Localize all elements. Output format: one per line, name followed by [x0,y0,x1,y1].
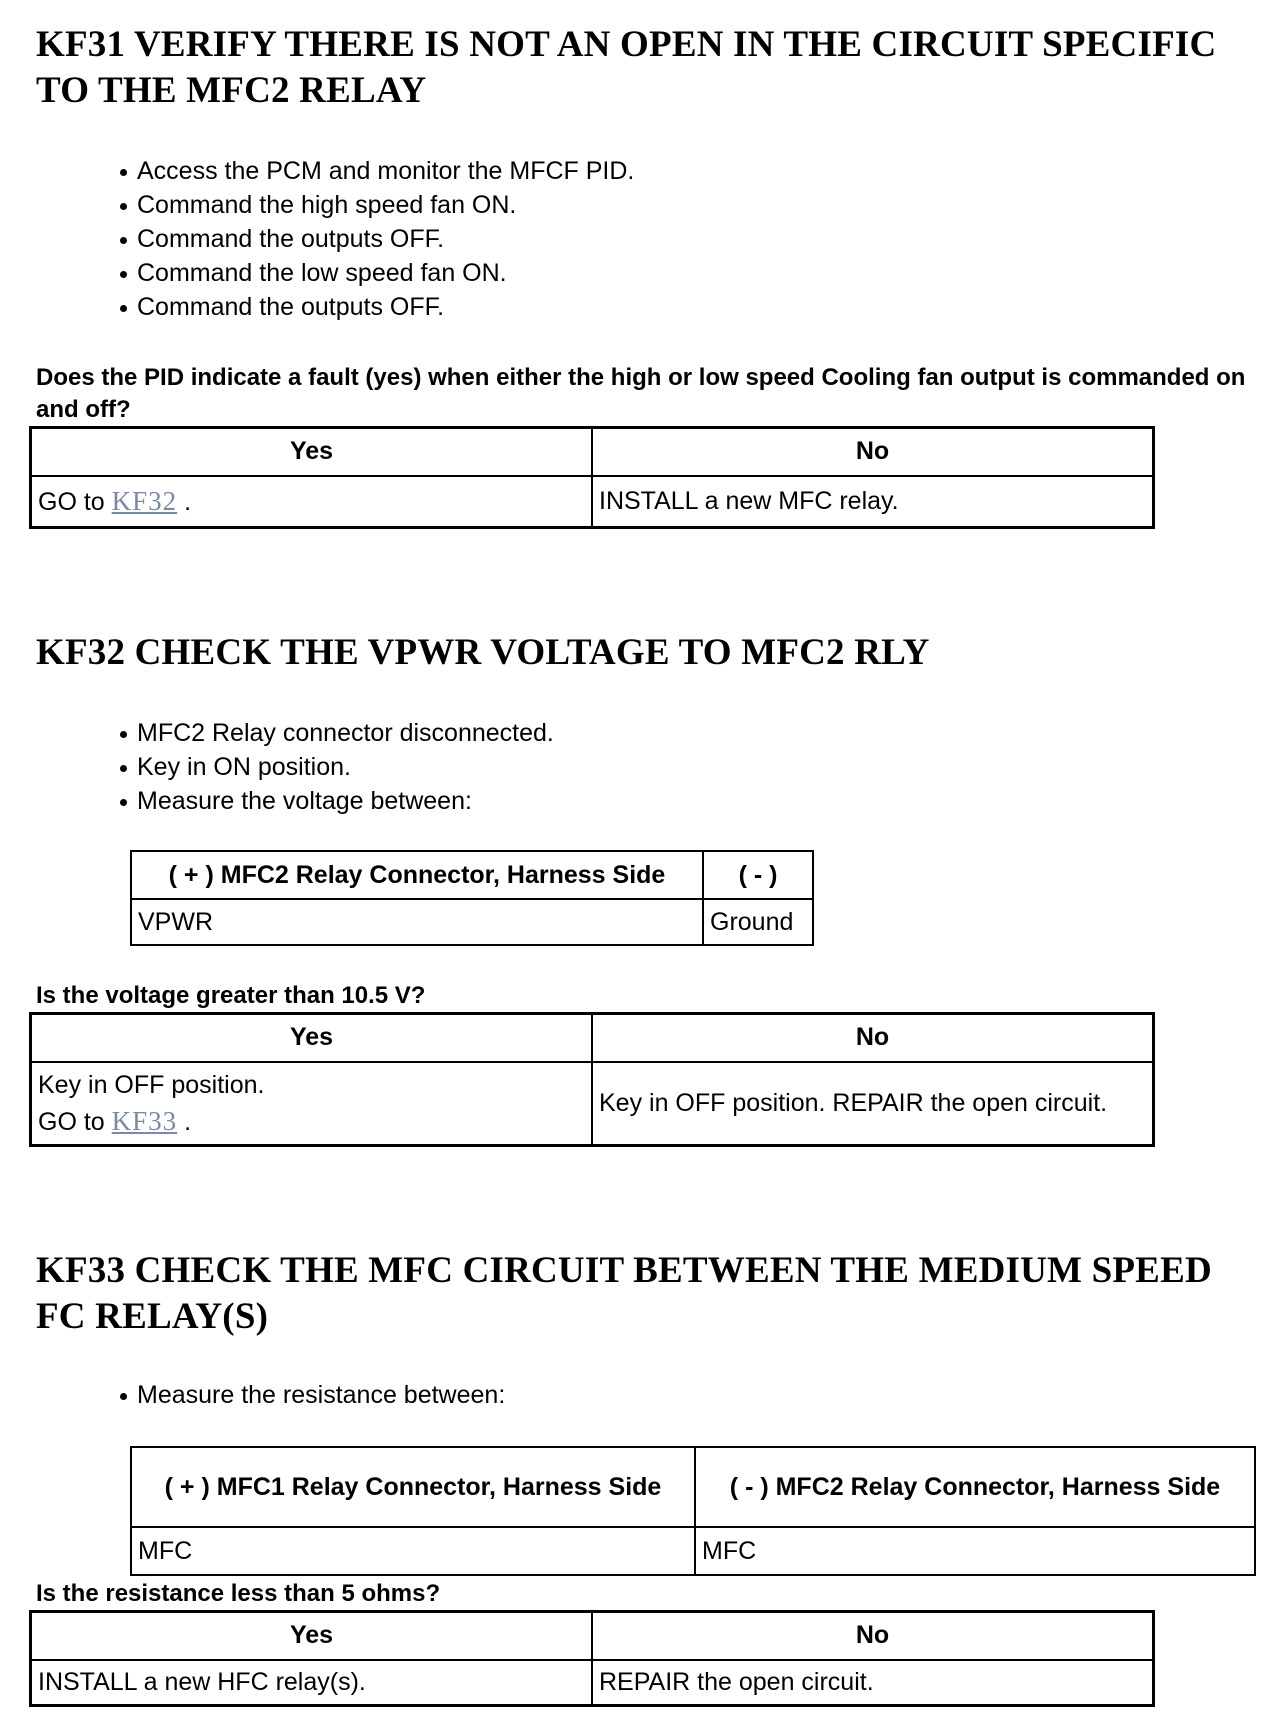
yes-prefix: GO to [38,487,105,516]
kf33-result-table [29,1610,1155,1707]
kf32-link[interactable]: KF32 [111,485,178,516]
yes-header: Yes [31,428,593,476]
yes-cell [31,476,593,528]
kf31-steps [118,154,634,324]
negative-lead-value: MFC [695,1527,1255,1575]
yes-header: Yes [31,1612,593,1660]
kf33-link[interactable]: KF33 [111,1105,178,1136]
list-item: Command the outputs OFF. [118,222,634,256]
kf31-title: KF31 VERIFY THERE IS NOT AN OPEN IN THE CIRCUIT SPECIFIC TO THE MFC2 RELAY [36,24,1217,111]
kf32-steps [118,716,554,818]
no-header: No [592,1612,1154,1660]
kf33-question: Is the resistance less than 5 ohms? [36,1580,441,1607]
kf32-question: Is the voltage greater than 10.5 V? [36,982,426,1009]
kf31-result-table [29,426,1155,529]
positive-lead-header: ( + ) MFC2 Relay Connector, Harness Side [131,851,703,899]
no-header: No [592,428,1154,476]
yes-prefix: GO to [38,1107,105,1136]
list-item: MFC2 Relay connector disconnected. [118,716,554,750]
yes-line-2 [38,1103,585,1140]
list-item: Key in ON position. [118,750,554,784]
yes-suffix: . [184,487,192,516]
no-cell: Key in OFF position. REPAIR the open circuit. [592,1062,1154,1146]
kf33-steps [118,1378,505,1412]
list-item: Measure the resistance between: [118,1378,505,1412]
list-item: Measure the voltage between: [118,784,554,818]
list-item: Command the low speed fan ON. [118,256,634,290]
no-cell: REPAIR the open circuit. [592,1660,1154,1706]
negative-lead-header: ( - ) [703,851,813,899]
list-item: Command the outputs OFF. [118,290,634,324]
positive-lead-value: MFC [131,1527,695,1575]
negative-lead-value: Ground [703,899,813,945]
list-item: Command the high speed fan ON. [118,188,634,222]
kf31-question: Does the PID indicate a fault (yes) when either the high or low speed Cooling fan output is commanded on and off? [36,364,1246,423]
no-cell: INSTALL a new MFC relay. [592,476,1154,528]
yes-line-1: Key in OFF position. [38,1070,265,1099]
kf32-measurement-table [130,850,814,946]
yes-suffix: . [184,1107,192,1136]
kf32-title: KF32 CHECK THE VPWR VOLTAGE TO MFC2 RLY [36,632,930,673]
positive-lead-value: VPWR [131,899,703,945]
yes-cell [31,1062,593,1146]
list-item: Access the PCM and monitor the MFCF PID. [118,154,634,188]
negative-lead-header: ( - ) MFC2 Relay Connector, Harness Side [695,1447,1255,1527]
no-header: No [592,1014,1154,1062]
yes-header: Yes [31,1014,593,1062]
kf32-result-table [29,1012,1155,1147]
kf33-title: KF33 CHECK THE MFC CIRCUIT BETWEEN THE MEDIUM SPEED FC RELAY(S) [36,1250,1212,1337]
kf33-measurement-table [130,1446,1256,1576]
positive-lead-header: ( + ) MFC1 Relay Connector, Harness Side [131,1447,695,1527]
yes-cell: INSTALL a new HFC relay(s). [31,1660,593,1706]
